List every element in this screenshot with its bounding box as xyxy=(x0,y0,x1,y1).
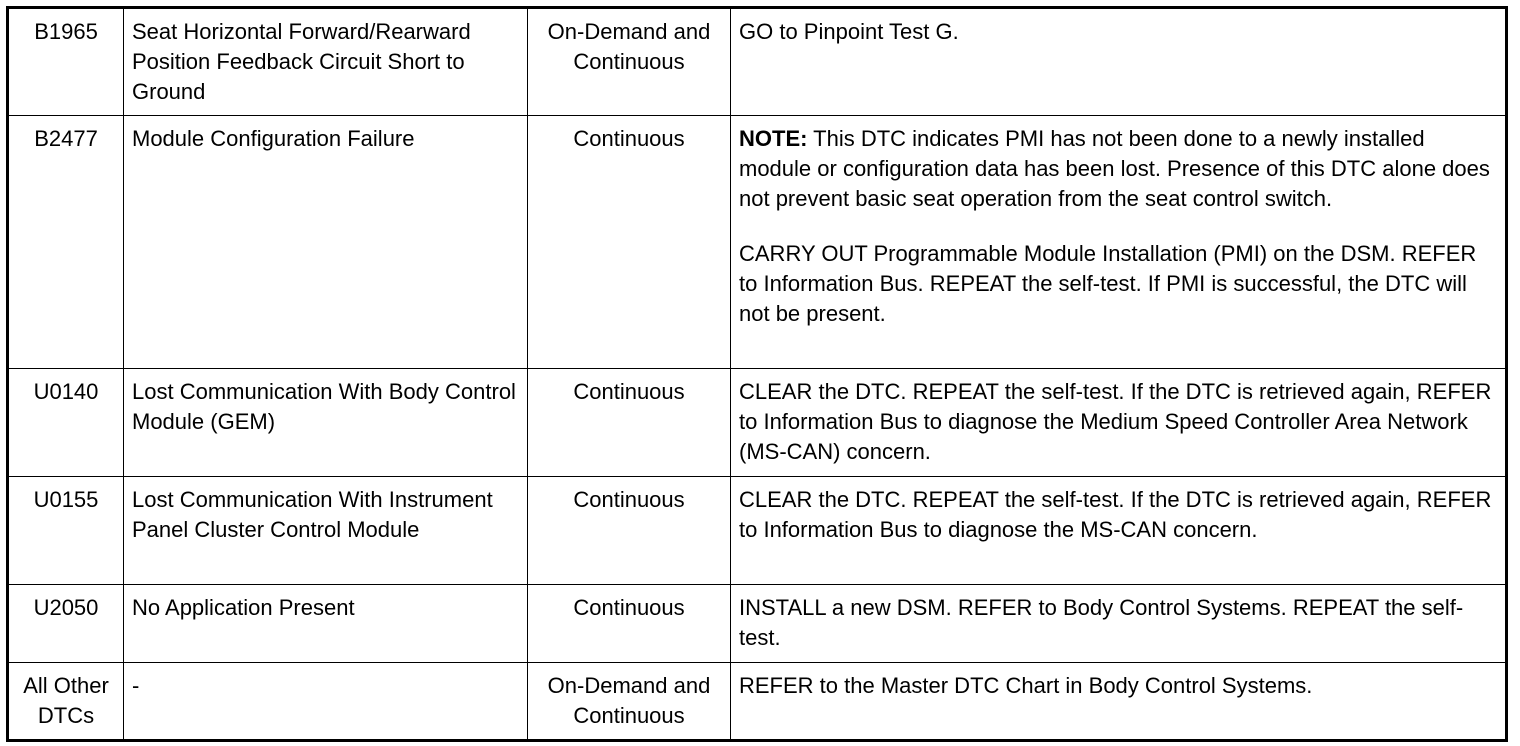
dtc-code: B1965 xyxy=(8,8,124,116)
table-row xyxy=(8,663,1507,741)
dtc-description: Seat Horizontal Forward/Rearward Position Feedback Circuit Short to Ground xyxy=(124,8,528,116)
dtc-description: Lost Communication With Instrument Panel Cluster Control Module xyxy=(124,477,528,585)
dtc-action: CLEAR the DTC. REPEAT the self-test. If the DTC is retrieved again, REFER to Information Bus to diagnose the MS-CAN concern. xyxy=(731,477,1507,585)
dtc-condition: Continuous xyxy=(528,585,731,663)
dtc-action: CLEAR the DTC. REPEAT the self-test. If the DTC is retrieved again, REFER to Information Bus to diagnose the Medium Speed Controller Area Network (MS-CAN) concern. xyxy=(731,369,1507,477)
dtc-action: GO to Pinpoint Test G. xyxy=(731,8,1507,116)
dtc-description: No Application Present xyxy=(124,585,528,663)
dtc-code: U2050 xyxy=(8,585,124,663)
dtc-action: REFER to the Master DTC Chart in Body Control Systems. xyxy=(731,663,1507,741)
dtc-description: - xyxy=(124,663,528,741)
dtc-code: All Other DTCs xyxy=(8,663,124,741)
table-row xyxy=(8,8,1507,116)
dtc-code: B2477 xyxy=(8,116,124,369)
note-text: This DTC indicates PMI has not been done to a newly installed module or configuration data has been lost. Presence of this DTC alone does not prevent basic seat operation from the seat control switch. xyxy=(739,126,1490,211)
dtc-code: U0140 xyxy=(8,369,124,477)
dtc-action: CARRY OUT Programmable Module Installation (PMI) on the DSM. REFER to Information Bus. REPEAT the self-test. If PMI is successful, the DTC will not be present. xyxy=(739,241,1477,326)
dtc-action-cell xyxy=(731,116,1507,369)
dtc-description: Module Configuration Failure xyxy=(124,116,528,369)
table-row xyxy=(8,477,1507,585)
dtc-condition: Continuous xyxy=(528,369,731,477)
dtc-action: INSTALL a new DSM. REFER to Body Control Systems. REPEAT the self-test. xyxy=(731,585,1507,663)
note-label: NOTE: xyxy=(739,126,808,151)
dtc-condition: Continuous xyxy=(528,477,731,585)
dtc-condition: Continuous xyxy=(528,116,731,369)
table-row xyxy=(8,116,1507,369)
table-row xyxy=(8,369,1507,477)
dtc-condition: On-Demand and Continuous xyxy=(528,663,731,741)
dtc-description: Lost Communication With Body Control Module (GEM) xyxy=(124,369,528,477)
dtc-table xyxy=(6,6,1508,742)
dtc-code: U0155 xyxy=(8,477,124,585)
dtc-condition: On-Demand and Continuous xyxy=(528,8,731,116)
table-row xyxy=(8,585,1507,663)
